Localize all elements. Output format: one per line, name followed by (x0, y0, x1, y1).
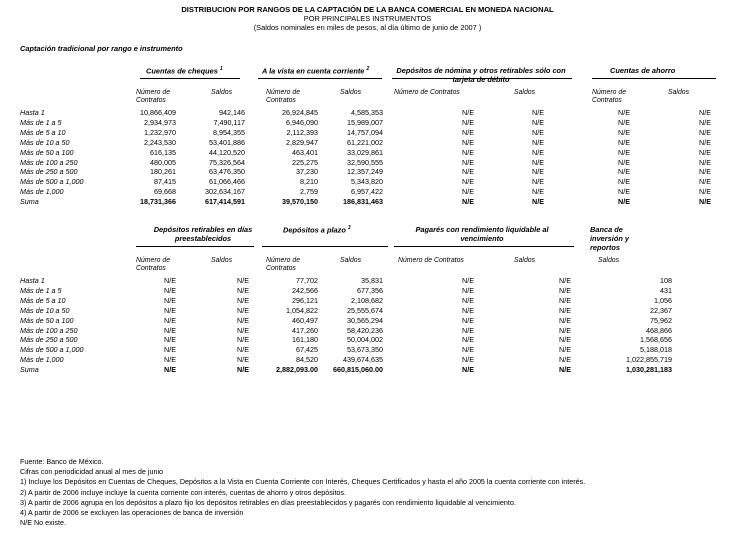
row-label: Más de 5 a 10 (20, 127, 66, 137)
table-cell: 25,555,674 (347, 305, 383, 315)
table-cell: 617,414,591 (205, 197, 245, 207)
table-cell: 69,668 (154, 187, 176, 197)
table-cell: 2,882,093.00 (276, 365, 318, 375)
table-cell: 87,415 (154, 177, 176, 187)
group-underline (262, 246, 388, 247)
row-label: Más de 50 a 100 (20, 315, 74, 325)
table-cell: N/E (164, 285, 176, 295)
table-cell: 8,210 (300, 177, 318, 187)
table-cell: N/E (618, 117, 630, 127)
table-cell: 67,425 (296, 345, 318, 355)
table-cell: N/E (462, 117, 474, 127)
table-cell: N/E (618, 197, 630, 207)
table-cell: N/E (164, 365, 176, 375)
table-cell: 50,004,002 (347, 335, 383, 345)
col-header-saldos: Saldos (514, 89, 536, 96)
table-cell: N/E (699, 108, 711, 117)
table-cell: N/E (559, 355, 571, 365)
group-header-cuentas-ahorro: Cuentas de ahorro (610, 66, 676, 75)
table-cell: N/E (699, 127, 711, 137)
table-cell: 186,831,463 (343, 197, 383, 207)
table-cell: N/E (237, 315, 249, 325)
table-cell: N/E (559, 305, 571, 315)
table-cell: 44,120,520 (209, 147, 245, 157)
table-cell: N/E (559, 365, 571, 375)
footnote-line: 4) A partir de 2006 se excluyen las operaciones de banca de inversión (20, 508, 244, 517)
table-cell: N/E (618, 147, 630, 157)
table-cell: N/E (559, 276, 571, 285)
row-label: Más de 5 a 10 (20, 295, 66, 305)
footnote-line: 1) Incluye los Depósitos en Cuentas de Cheques, Depósitos a la Vista en Cuenta Corriente con Interés, Cheques Certificados y hasta el año 2005 la cuenta corriente con interés. (20, 477, 586, 487)
table-cell: 180,261 (150, 167, 176, 177)
table-cell: N/E (559, 325, 571, 335)
table-cell: 61,221,002 (347, 137, 383, 147)
table-cell: 439,674,635 (343, 355, 383, 365)
table-cell: N/E (618, 108, 630, 117)
table-cell: N/E (699, 177, 711, 187)
table-cell: 10,866,409 (140, 108, 176, 117)
table-cell: 2,934,973 (144, 117, 176, 127)
table-cell: 1,232,970 (144, 127, 176, 137)
table-cell: N/E (462, 325, 474, 335)
col-header-contratos: Número de Contratos (266, 257, 301, 272)
col-header-contratos: Número de Contratos (136, 257, 171, 272)
table-cell: N/E (462, 285, 474, 295)
table-cell: N/E (237, 365, 249, 375)
table-cell: 225,275 (292, 157, 318, 167)
table-cell: N/E (462, 177, 474, 187)
table-cell: N/E (559, 335, 571, 345)
group-header-banca-inversion: Banca de inversión y reportos (590, 225, 630, 252)
table-cell: N/E (532, 117, 544, 127)
table-cell: 468,866 (646, 325, 672, 335)
row-label: Más de 100 a 250 (20, 325, 78, 335)
table-cell: 8,954,355 (213, 127, 245, 137)
table-cell: 4,585,353 (351, 108, 383, 117)
table-cell: 296,121 (292, 295, 318, 305)
col-header-saldos: Saldos (598, 257, 620, 264)
table-cell: 53,673,350 (347, 345, 383, 355)
table-cell: 2,829,947 (286, 137, 318, 147)
table-cell: N/E (532, 187, 544, 197)
footnote-line: 3) A partir de 2006 agrupa en los depósitos a plazo fijo los depósitos retirables en días preestablecidos y pagarés con rendimiento liquidable al vencimiento. (20, 497, 516, 507)
table-cell: 2,243,530 (144, 137, 176, 147)
table-cell: N/E (462, 157, 474, 167)
table-cell: 460,497 (292, 315, 318, 325)
table-cell: N/E (462, 137, 474, 147)
col-header-contratos: Número de Contratos (592, 89, 627, 104)
table-cell: N/E (462, 197, 474, 207)
table-cell: N/E (532, 127, 544, 137)
report-subtitle: POR PRINCIPALES INSTRUMENTOS (303, 14, 432, 23)
table-cell: 26,924,845 (282, 108, 318, 117)
row-label: Más de 50 a 100 (20, 147, 74, 157)
table-cell: N/E (559, 295, 571, 305)
table-cell: N/E (164, 315, 176, 325)
table-cell: N/E (164, 276, 176, 285)
table-cell: N/E (237, 335, 249, 345)
row-label: Más de 500 a 1,000 (20, 345, 84, 355)
footnote-line: Cifras con periodicidad anual al mes de junio (20, 467, 164, 477)
section-title: Captación tradicional por rango e instrumento (20, 44, 183, 53)
table-cell: N/E (532, 108, 544, 117)
table-cell: N/E (462, 305, 474, 315)
table-cell: 53,401,886 (209, 137, 245, 147)
table-cell: N/E (559, 285, 571, 295)
table-cell: N/E (532, 167, 544, 177)
table-cell: 39,570,150 (282, 197, 318, 207)
table-cell: N/E (462, 345, 474, 355)
row-label: Más de 1 a 5 (20, 117, 62, 127)
col-header-saldos: Saldos (211, 89, 233, 96)
group-header-pagares: Pagarés con rendimiento liquidable al vencimiento (415, 225, 549, 243)
group-underline (258, 78, 382, 79)
table-cell: N/E (237, 325, 249, 335)
table-cell: 2,108,682 (351, 295, 383, 305)
group-header-depositos-plazo: Depósitos a plazo $^3$ (283, 225, 351, 235)
table-cell: N/E (164, 305, 176, 315)
row-label: Suma (20, 365, 39, 375)
table-cell: 942,146 (219, 108, 245, 117)
table-cell: 660,815,060.00 (333, 365, 383, 375)
row-label: Más de 250 a 500 (20, 167, 78, 177)
table-cell: 6,946,090 (286, 117, 318, 127)
table-cell: N/E (237, 285, 249, 295)
table-cell: 12,357,249 (347, 167, 383, 177)
table-cell: 677,356 (357, 285, 383, 295)
table-cell: N/E (237, 355, 249, 365)
table-cell: N/E (618, 187, 630, 197)
report-title: DISTRIBUCION POR RANGOS DE LA CAPTACIÓN DE LA BANCA COMERCIAL EN MONEDA NACIONAL (181, 5, 554, 14)
table-cell: N/E (237, 345, 249, 355)
table-cell: N/E (462, 355, 474, 365)
table-cell: 302,634,167 (205, 187, 245, 197)
group-underline (136, 246, 254, 247)
table-cell: N/E (164, 295, 176, 305)
footnote-line: 2) A partir de 2006 incluye incluye la cuenta corriente con interés, cuentas de ahorro y otros depósitos. (20, 487, 347, 497)
table-cell: 1,054,822 (286, 305, 318, 315)
table-cell: N/E (164, 335, 176, 345)
table-cell: N/E (462, 108, 474, 117)
table-cell: N/E (532, 147, 544, 157)
table-cell: N/E (237, 276, 249, 285)
table-cell: 33,029,861 (347, 147, 383, 157)
row-label: Más de 10 a 50 (20, 305, 70, 315)
footnote-line: N/E No existe. (20, 518, 66, 528)
table-cell: N/E (699, 147, 711, 157)
table-cell: N/E (462, 335, 474, 345)
col-header-saldos: Saldos (211, 257, 233, 264)
footnote-line: Fuente: Banco de México. (20, 457, 104, 466)
row-label: Hasta 1 (20, 276, 45, 285)
table-cell: 2,112,393 (286, 127, 318, 137)
table-cell: N/E (164, 355, 176, 365)
table-cell: N/E (699, 117, 711, 127)
table-cell: 1,030,281,183 (626, 365, 672, 375)
table-cell: 2,759 (300, 187, 318, 197)
group-header-cuentas-cheques: Cuentas de cheques $^1$ (146, 66, 223, 76)
table-cell: N/E (237, 295, 249, 305)
table-cell: 77,702 (296, 276, 318, 285)
table-cell: N/E (699, 157, 711, 167)
col-header-contratos: Número de Contratos (398, 257, 464, 264)
group-underline (394, 246, 574, 247)
row-label: Más de 1,000 (20, 187, 64, 197)
table-cell: N/E (699, 167, 711, 177)
col-header-contratos: Número de Contratos (394, 89, 460, 96)
group-underline (392, 78, 572, 79)
col-header-contratos: Número de Contratos (136, 89, 171, 104)
group-header-depositos-retirables: Depósitos retirables en días preestablecidos (153, 225, 253, 243)
table-cell: N/E (237, 305, 249, 315)
row-label: Más de 250 a 500 (20, 335, 78, 345)
table-cell: N/E (618, 157, 630, 167)
table-cell: N/E (462, 315, 474, 325)
table-cell: 14,757,094 (347, 127, 383, 137)
group-header-depositos-nomina: Depósitos de nómina y otros retirables sólo con tarjeta de débito (396, 66, 566, 84)
group-header-vista-cuenta-corriente: A la vista en cuenta corriente $^2$ (262, 66, 370, 76)
table-cell: 32,590,555 (347, 157, 383, 167)
table-cell: N/E (462, 187, 474, 197)
row-label: Más de 1 a 5 (20, 285, 62, 295)
table-cell: 61,066,466 (209, 177, 245, 187)
table-cell: N/E (462, 147, 474, 157)
table-cell: 5,188,018 (640, 345, 672, 355)
table-cell: N/E (532, 177, 544, 187)
row-label: Más de 100 a 250 (20, 157, 78, 167)
table-cell: N/E (618, 127, 630, 137)
table-cell: 431 (660, 285, 672, 295)
group-underline (592, 78, 716, 79)
table-cell: 108 (660, 276, 672, 285)
table-cell: N/E (164, 325, 176, 335)
row-label: Más de 500 a 1,000 (20, 177, 84, 187)
table-cell: 616,135 (150, 147, 176, 157)
table-cell: 63,476,350 (209, 167, 245, 177)
table-cell: N/E (559, 315, 571, 325)
col-header-saldos: Saldos (514, 257, 536, 264)
table-cell: 6,957,422 (351, 187, 383, 197)
table-cell: N/E (532, 137, 544, 147)
table-cell: N/E (618, 177, 630, 187)
row-label: Hasta 1 (20, 108, 45, 117)
col-header-saldos: Saldos (668, 89, 690, 96)
col-header-saldos: Saldos (340, 89, 362, 96)
table-cell: 1,022,855,719 (626, 355, 672, 365)
table-cell: 58,420,236 (347, 325, 383, 335)
table-cell: N/E (462, 276, 474, 285)
table-cell: 161,180 (292, 335, 318, 345)
table-cell: N/E (699, 187, 711, 197)
table-cell: N/E (559, 345, 571, 355)
col-header-contratos: Número de Contratos (266, 89, 301, 104)
table-cell: N/E (462, 295, 474, 305)
table-cell: 1,568,656 (640, 335, 672, 345)
table-cell: 480,005 (150, 157, 176, 167)
table-cell: N/E (532, 157, 544, 167)
table-cell: 75,326,564 (209, 157, 245, 167)
table-cell: 37,230 (296, 167, 318, 177)
row-label: Más de 1,000 (20, 355, 64, 365)
table-cell: 463,401 (292, 147, 318, 157)
table-cell: 15,989,007 (347, 117, 383, 127)
report-units-note: (Saldos nominales en miles de pesos, al día último de junio de 2007 ) (253, 23, 482, 32)
col-header-saldos: Saldos (340, 257, 362, 264)
row-label: Más de 10 a 50 (20, 137, 70, 147)
table-cell: 22,367 (650, 305, 672, 315)
table-cell: 35,831 (361, 276, 383, 285)
table-cell: 84,520 (296, 355, 318, 365)
group-underline (140, 78, 240, 79)
table-cell: N/E (618, 167, 630, 177)
table-cell: N/E (462, 167, 474, 177)
table-cell: N/E (462, 365, 474, 375)
table-cell: N/E (532, 197, 544, 207)
table-cell: 5,343,820 (351, 177, 383, 187)
table-cell: 18,731,366 (140, 197, 176, 207)
table-cell: N/E (699, 197, 711, 207)
table-cell: N/E (618, 137, 630, 147)
table-cell: 417,260 (292, 325, 318, 335)
row-label: Suma (20, 197, 39, 207)
table-cell: 242,566 (292, 285, 318, 295)
table-cell: N/E (164, 345, 176, 355)
table-cell: N/E (462, 127, 474, 137)
table-cell: N/E (699, 137, 711, 147)
table-cell: 1,056 (654, 295, 672, 305)
table-cell: 7,490,117 (213, 117, 245, 127)
table-cell: 30,565,294 (347, 315, 383, 325)
table-cell: 75,962 (650, 315, 672, 325)
